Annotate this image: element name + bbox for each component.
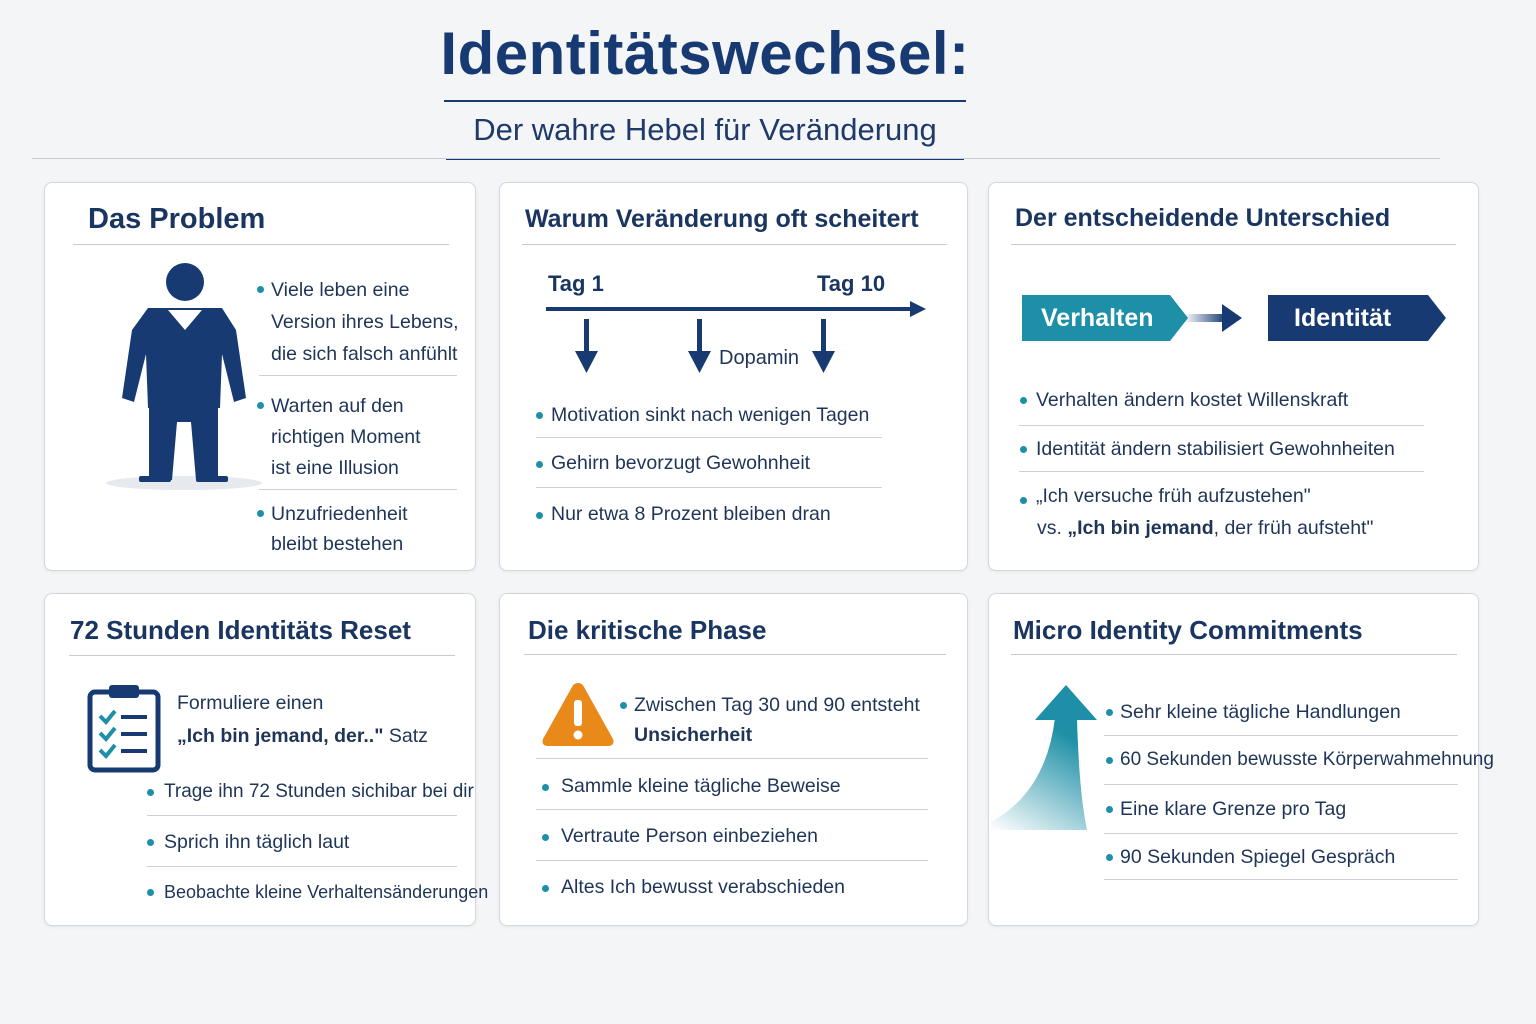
card-critical <box>499 593 968 926</box>
header <box>0 18 1410 160</box>
card-title-rule <box>1011 654 1457 655</box>
bullet-dot <box>542 834 549 841</box>
line: die sich falsch anfühlt <box>271 343 458 365</box>
divider <box>1019 471 1424 472</box>
line: richtigen Moment <box>271 426 421 448</box>
card-title: Die kritische Phase <box>528 615 767 645</box>
divider <box>536 487 882 488</box>
list-item: Gehirn bevorzugt Gewohnheit <box>551 452 811 474</box>
dopamine-label: Dopamin <box>719 347 800 369</box>
list-item <box>271 499 408 559</box>
line: Unsicherheit <box>634 724 753 746</box>
bullet-dot <box>542 885 549 892</box>
divider <box>536 758 928 759</box>
list-item: Sammle kleine tägliche Beweise <box>561 775 841 797</box>
bullet-dot <box>1106 806 1113 813</box>
divider <box>1104 833 1458 834</box>
list-item <box>634 690 920 750</box>
list-item: Motivation sinkt nach wenigen Tagen <box>551 404 870 426</box>
bullet-dot <box>620 702 627 709</box>
list-item: Verhalten ändern kostet Willenskraft <box>1036 389 1349 411</box>
list-item: Altes Ich bewusst verabschieden <box>561 876 845 898</box>
divider <box>259 375 457 376</box>
line: Version ihres Lebens, <box>271 311 459 333</box>
bullet-dot <box>257 402 264 409</box>
divider <box>147 815 457 816</box>
card-micro <box>988 593 1494 926</box>
list-item: Sehr kleine tägliche Handlungen <box>1120 701 1401 723</box>
list-item: 90 Sekunden Spiegel Gespräch <box>1120 846 1396 868</box>
card-title-rule <box>522 244 947 245</box>
quote-bold: „Ich bin jemand <box>1067 517 1214 539</box>
clipboard-checklist-icon <box>87 685 161 773</box>
list-item: 60 Sekunden bewusste Körperwahmehnung <box>1120 749 1494 770</box>
page-subtitle: Der wahre Hebel für Veränderung <box>473 112 937 147</box>
card-title: Das Problem <box>88 203 266 235</box>
bullet-dot <box>1106 757 1113 764</box>
line: bleibt bestehen <box>271 533 404 555</box>
card-title-rule <box>524 654 946 655</box>
divider <box>1104 784 1458 785</box>
warning-icon <box>540 680 616 748</box>
title-underline <box>444 100 966 102</box>
bullet-dot <box>536 461 543 468</box>
bullet-dot <box>1106 709 1113 716</box>
intro-bold: „Ich bin jemand, der.." <box>177 725 384 747</box>
card-reset <box>44 593 489 926</box>
list-item: Sprich ihn täglich laut <box>164 831 350 853</box>
intro-line-2 <box>177 721 428 751</box>
line: Zwischen Tag 30 und 90 entsteht <box>634 694 920 716</box>
card-title: Warum Veränderung oft scheitert <box>525 205 919 233</box>
card-title: Micro Identity Commitments <box>1013 615 1363 645</box>
list-item <box>271 391 421 483</box>
card-title-rule <box>73 244 449 245</box>
divider <box>536 809 928 810</box>
divider <box>536 860 928 861</box>
bullet-dot <box>1106 854 1113 861</box>
bullet-dot <box>147 839 154 846</box>
bullet-dot <box>536 412 543 419</box>
vs-label: vs. <box>1037 517 1062 539</box>
timeline-end-label: Tag 10 <box>817 271 886 296</box>
bullet-dot <box>147 889 154 896</box>
list-item: Vertraute Person einbeziehen <box>561 825 818 847</box>
timeline-start-label: Tag 1 <box>548 271 604 296</box>
bullet-dot <box>542 784 549 791</box>
bullet-dot <box>147 789 154 796</box>
divider <box>1104 879 1458 880</box>
intro-rest: Satz <box>383 725 428 747</box>
card-why <box>499 182 968 571</box>
list-item: Nur etwa 8 Prozent bleiben dran <box>551 503 831 525</box>
bullet-dot <box>536 512 543 519</box>
quote-line-2 <box>1037 513 1373 543</box>
behavior-label: Verhalten <box>1041 304 1154 332</box>
list-item: Eine klare Grenze pro Tag <box>1120 798 1347 820</box>
list-item <box>271 275 459 369</box>
quote-rest: , der früh aufsteht" <box>1213 517 1374 539</box>
header-divider <box>32 158 1440 159</box>
divider <box>536 437 882 438</box>
person-icon <box>100 258 270 493</box>
bullet-dot <box>257 286 264 293</box>
line: Viele leben eine <box>271 279 410 301</box>
list-item: Identität ändern stabilisiert Gewohnheiten <box>1036 438 1395 460</box>
divider <box>1019 425 1424 426</box>
list-item: Trage ihn 72 Stunden sichibar bei dir <box>164 781 474 802</box>
card-title-rule <box>69 655 455 656</box>
line: Unzufriedenheit <box>271 503 408 525</box>
card-title: Der entscheidende Unterschied <box>1015 204 1391 232</box>
card-title-rule <box>1011 244 1456 245</box>
card-problem <box>44 182 476 571</box>
divider <box>147 866 457 867</box>
bullet-dot <box>1020 497 1027 504</box>
bullet-dot <box>1020 446 1027 453</box>
intro-line-1: Formuliere einen <box>177 692 324 714</box>
list-item: Beobachte kleine Verhaltensänderungen <box>164 882 489 902</box>
line: Warten auf den <box>271 395 404 417</box>
card-title: 72 Stunden Identitäts Reset <box>70 615 411 645</box>
bullet-dot <box>257 510 264 517</box>
bullet-dot <box>1020 397 1027 404</box>
rising-arrow-icon <box>991 682 1103 832</box>
divider <box>259 489 457 490</box>
card-difference <box>988 182 1479 571</box>
divider <box>1104 735 1458 736</box>
line: ist eine Illusion <box>271 457 399 479</box>
page-title: Identitätswechsel: <box>440 20 970 87</box>
quote-line-1: „Ich versuche früh aufzustehen" <box>1036 485 1311 507</box>
identity-label: Identität <box>1294 304 1392 332</box>
